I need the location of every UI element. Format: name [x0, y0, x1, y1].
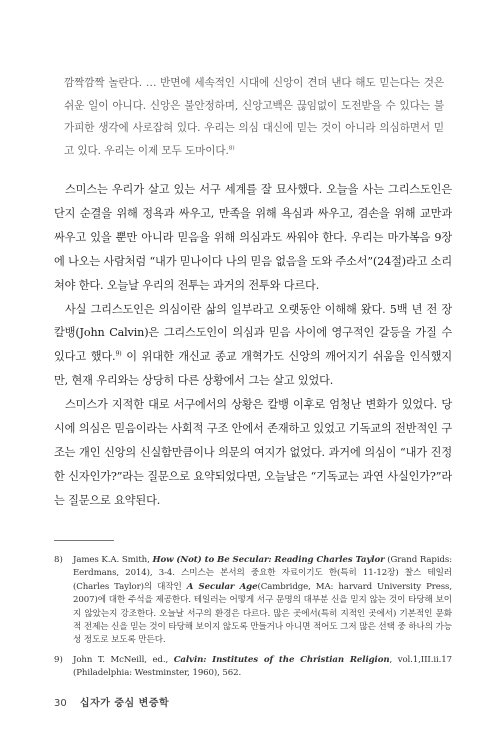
footnote-book-title: How (Not) to Be Secular: Reading Charles Taylor: [152, 555, 385, 565]
footnote-divider: [54, 540, 114, 541]
footnote-details-2: (Cambridge, MA: harvard University Press, 2007)에 대한 주석을 제공한다. 테일러는 어떻게 서구 문명의 대부분 신을 믿지 않는 것이 타당해 보이지 않았는지 강조한다. 오늘날 서구의 환경은 다르다. 많은 곳에서(특히 지적인 곳에서) 기본적인 문화적 전제는 신을 믿는 것이 타당해 보이지 않도록 만들거나 아니면 적어도 그저 많은 선택 중 하나의 가능성 정도로 보도록 만든다.: [73, 581, 452, 646]
paragraph-1: 스미스는 우리가 살고 있는 서구 세계를 잘 묘사했다. 오늘을 사는 그리스도인은 단지 순결을 위해 정욕과 싸우고, 만족을 위해 욕심과 싸우고, 겸손을 위해 교만과 싸우고 있을 뿐만 아니라 믿음을 위해 의심과도 싸워야 한다. 우리는 마가복음 9장에 나오는 사람처럼 “내가 믿나이다 나의 믿음 없음을 도와 주소서”(24절)라고 소리쳐야 한다. 오늘날 우리의 전투는 과거의 전투와 다르다.: [54, 183, 452, 292]
footnote-text: [73, 654, 452, 681]
footnote-number: 8): [54, 555, 63, 565]
footnote-ref-8[interactable]: 8): [228, 145, 235, 152]
footnote-author: John T. McNeill, ed.,: [73, 654, 174, 665]
footnote-details: (Grand Rapids: Eerdmans, 2014), 3-4. 스미스는 본서의 중요한 자료이기도 한(특히 11-12장) 찰스 테일러(Charles Taylor)의 대작인: [73, 555, 452, 592]
main-text: [54, 178, 452, 513]
footnote-book-title: Calvin: Institutes of the Christian Religion: [173, 654, 390, 665]
footnote-details: , vol.1,III.ii.17 (Philadelphia: Westminster, 1960), 562.: [73, 654, 452, 679]
page-number: 30: [54, 698, 67, 709]
footnote-number: 9): [54, 654, 63, 665]
footnotes: [54, 554, 452, 687]
paragraph-2: [54, 298, 452, 394]
quote-text: [64, 72, 444, 162]
running-title: 십자가 중심 변증학: [79, 698, 170, 709]
paragraph-2-part-1: 사실 그리스도인은 의심이란 삶의 일부라고 오랫동안 이해해 왔다. 5백 년 전 장 칼뱅(John Calvin)은 그리스도인이 의심과 믿음 사이에 영구적인 갈등을 가질 수 있다고 했다.: [54, 302, 452, 364]
block-quote: [64, 72, 444, 162]
footnote-ref-9[interactable]: 9): [115, 350, 122, 358]
paragraph-3: 스미스가 지적한 대로 서구에서의 상황은 칼뱅 이후로 엄청난 변화가 있었다. 당시에 의심은 믿음이라는 사회적 구조 안에서 존재하고 있었고 기독교의 전반적인 구조는 개인 신앙의 신실함만큼이나 의문의 여지가 없었다. 과거에 의심이 “내가 진정한 신자인가?”라는 질문으로 요약되었다면, 오늘날은 “기독교는 과연 사실인가?”라는 질문으로 요약된다.: [54, 398, 452, 507]
footnote-author: James K.A. Smith,: [73, 555, 153, 565]
footnote-9: [54, 654, 452, 681]
footnote-8: [54, 554, 452, 648]
footnote-text: [73, 554, 452, 648]
quote-body: 깜짝깜짝 놀란다. … 반면에 세속적인 시대에 신앙이 견뎌 낸다 해도 믿는다는 것은 쉬운 일이 아니다. 신앙은 불안정하며, 신앙고백은 끊임없이 도전받을 수 있다는 불가피한 생각에 사로잡혀 있다. 우리는 의심 대신에 믿는 것이 아니라 의심하면서 믿고 있다. 우리는 이제 모두 도마이다.: [64, 77, 444, 157]
footnote-book-title-2: A Secular Age: [186, 581, 258, 592]
paragraph-2-part-2: 이 위대한 개신교 종교 개혁가도 신앙의 깨어지기 쉬움을 인식했지만, 현재 우리와는 상당히 다른 상황에서 그는 살고 있었다.: [54, 350, 452, 388]
page-footer: [54, 694, 169, 709]
